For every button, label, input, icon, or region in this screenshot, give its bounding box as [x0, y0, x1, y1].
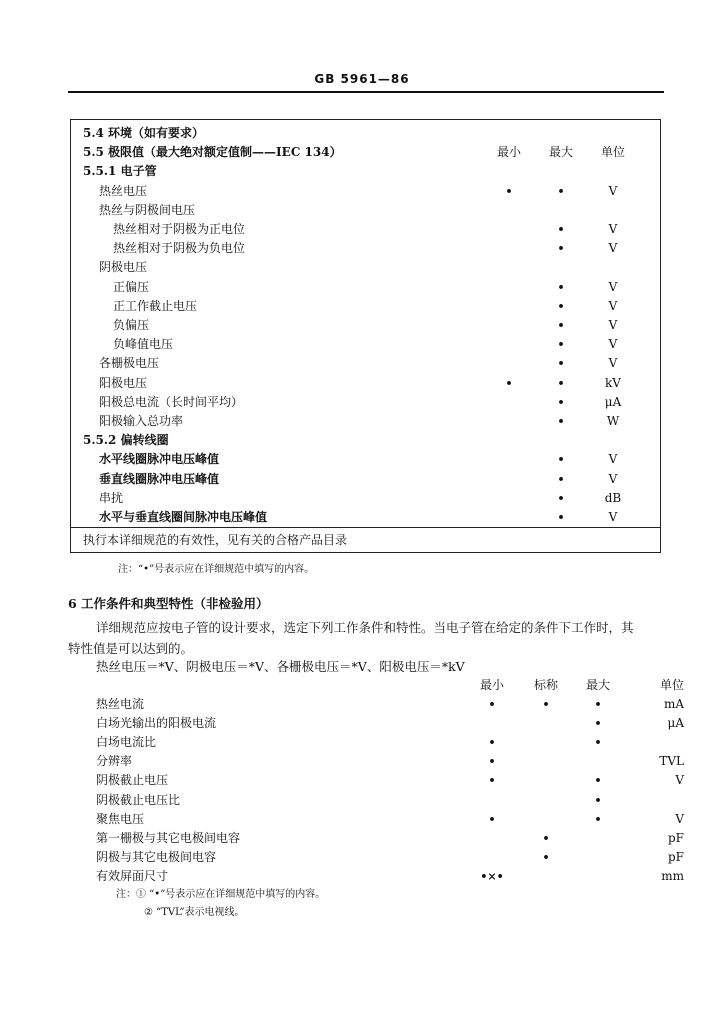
limits-max-cell: • [557, 376, 565, 390]
characteristics-row [96, 771, 696, 790]
limits-row-label: 串扰 [99, 490, 124, 505]
characteristics-row-label: 阴极与其它电极间电容 [96, 849, 217, 864]
limits-row-label: 5.5 极限值（最大绝对额定值制——IEC 134） [83, 145, 342, 160]
limits-unit-cell: μA [604, 394, 622, 409]
characteristics-min-cell: • [488, 698, 496, 711]
limits-max-cell: • [557, 453, 565, 467]
section-6-paragraph-1: 详细规范应按电子管的设计要求，选定下列工作条件和特性。当电子管在给定的条件下工作时，其 [96, 620, 634, 635]
limits-max-cell: • [557, 472, 565, 486]
characteristics-unit-cell: V [675, 773, 684, 788]
limits-max-cell: • [557, 491, 565, 505]
limits-max-cell: • [557, 184, 565, 198]
limits-row-label: 热丝与阴极间电压 [99, 202, 196, 217]
characteristics-row-label: 有效屏面尺寸 [96, 868, 169, 883]
limits-row-label: 热丝相对于阴极为正电位 [113, 222, 246, 236]
characteristics-nom-cell: • [542, 831, 550, 845]
characteristics-row-label: 分辨率 [96, 754, 133, 769]
limits-row [71, 297, 660, 316]
characteristics-unit-cell: V [675, 811, 684, 826]
characteristics-unit-cell: TVL [659, 754, 684, 769]
limits-row [71, 431, 660, 450]
limits-max-cell: • [557, 395, 565, 409]
limits-unit-cell: V [608, 356, 618, 371]
limits-row-label: 阳极电压 [99, 375, 148, 390]
limits-row [71, 335, 660, 354]
limits-unit-cell: dB [604, 490, 622, 505]
characteristics-max-cell: • [594, 717, 602, 731]
limits-row [71, 470, 660, 489]
characteristics-nom-cell: • [542, 698, 550, 711]
characteristics-max-cell: • [594, 774, 602, 788]
limits-unit-cell: V [608, 298, 618, 313]
box-footer-rule [71, 527, 660, 528]
characteristics-row [96, 829, 696, 848]
limits-table-box [70, 119, 661, 553]
limits-unit-cell: V [608, 318, 618, 332]
characteristics-column-header: 最大 [585, 678, 610, 692]
header-rule [68, 91, 664, 93]
limits-row-label: 热丝电压 [99, 183, 148, 198]
limits-row-label: 5.5.2 偏转线圈 [83, 433, 169, 448]
note-b: ② “TVL”表示电视线。 [144, 907, 245, 918]
limits-max-cell: • [557, 357, 565, 371]
note-a: 注：① “•”号表示应在详细规范中填写的内容。 [116, 889, 326, 900]
limits-row [71, 278, 660, 297]
limits-unit-cell: V [608, 241, 618, 256]
limits-row [71, 239, 660, 258]
characteristics-row-label: 白场电流比 [96, 735, 157, 750]
limits-unit-cell: V [608, 452, 618, 467]
characteristics-min-cell: • [488, 774, 496, 788]
limits-row [71, 450, 660, 469]
limits-max-cell: • [557, 338, 565, 352]
characteristics-min-cell: •×• [480, 869, 504, 883]
characteristics-unit-cell: pF [667, 849, 684, 864]
limits-row [71, 124, 660, 143]
limits-min-cell: • [505, 376, 513, 390]
limits-max-cell: • [557, 242, 565, 256]
characteristics-column-header: 单位 [659, 678, 684, 692]
limits-row [71, 374, 660, 393]
characteristics-row-label: 第一栅极与其它电极间电容 [96, 830, 241, 845]
characteristics-row [96, 867, 696, 886]
limits-row [71, 258, 660, 277]
characteristics-max-cell: • [594, 812, 602, 826]
limits-row [71, 489, 660, 508]
limits-unit-cell: V [608, 183, 618, 198]
section-6-paragraph-2: 特性值是可以达到的。 [68, 641, 194, 656]
limits-max-cell: • [557, 299, 565, 313]
limits-unit-cell: V [608, 222, 618, 236]
characteristics-row-label: 热丝电流 [96, 697, 145, 711]
limits-row [71, 182, 660, 201]
limits-row [71, 412, 660, 431]
limits-max-cell: • [557, 280, 565, 294]
limits-unit-cell: V [608, 337, 618, 352]
characteristics-row [96, 733, 696, 752]
characteristics-min-cell: • [488, 812, 496, 826]
limits-row [71, 316, 660, 335]
limits-row [71, 201, 660, 220]
limits-unit-cell: W [606, 414, 620, 428]
limits-row [71, 508, 660, 527]
limits-row-label: 阳极输入总功率 [99, 414, 184, 428]
characteristics-header-row [96, 676, 696, 695]
limits-unit-cell: kV [605, 375, 621, 390]
characteristics-nom-cell: • [542, 850, 550, 864]
box-footer-text: 执行本详细规范的有效性，见有关的合格产品目录 [83, 533, 348, 547]
limits-row-label: 5.5.1 电子管 [83, 164, 157, 179]
limits-column-header: 单位 [600, 145, 625, 160]
characteristics-table [96, 676, 696, 886]
characteristics-column-header: 最小 [479, 678, 504, 692]
limits-row-label: 负峰值电压 [113, 337, 174, 352]
limits-unit-cell: V [608, 471, 618, 486]
section-6-conditions: 热丝电压＝*V、阴极电压＝*V、各栅极电压＝*V、阳极电压＝*kV [96, 659, 465, 674]
section-6-title: 6 工作条件和典型特性（非检验用） [68, 596, 269, 611]
limits-max-cell: • [557, 319, 565, 332]
limits-unit-cell: V [608, 510, 618, 524]
limits-row-label: 正偏压 [113, 279, 150, 294]
limits-max-cell: • [557, 415, 565, 428]
limits-row-label: 垂直线圈脉冲电压峰值 [99, 471, 220, 486]
limits-unit-cell: V [608, 279, 618, 294]
characteristics-max-cell: • [594, 736, 602, 750]
limits-row [71, 143, 660, 162]
limits-row-label: 各栅极电压 [99, 356, 160, 371]
limits-min-cell: • [505, 184, 513, 198]
characteristics-row [96, 810, 696, 829]
characteristics-row [96, 848, 696, 867]
limits-row-label: 水平线圈脉冲电压峰值 [99, 452, 220, 467]
characteristics-row-label: 阴极截止电压 [96, 773, 169, 788]
characteristics-row [96, 695, 696, 714]
characteristics-row-label: 聚焦电压 [96, 811, 145, 826]
limits-row-label: 负偏压 [113, 318, 150, 332]
note-1: 注：“•”号表示应在详细规范中填写的内容。 [118, 564, 315, 575]
characteristics-unit-cell: μA [667, 716, 684, 731]
limits-max-cell: • [557, 223, 565, 236]
limits-row [71, 220, 660, 239]
limits-row-label: 5.4 环境（如有要求） [83, 126, 205, 140]
characteristics-row [96, 791, 696, 810]
characteristics-row [96, 714, 696, 733]
characteristics-unit-cell: mA [663, 697, 684, 711]
section-6-notes [116, 886, 325, 922]
characteristics-min-cell: • [488, 755, 496, 769]
limits-max-cell: • [557, 511, 565, 524]
limits-column-header: 最大 [548, 145, 573, 160]
limits-row-label: 正工作截止电压 [113, 298, 198, 313]
limits-column-header: 最小 [496, 145, 521, 160]
limits-row-label: 水平与垂直线圈间脉冲电压峰值 [99, 510, 268, 524]
limits-row [71, 393, 660, 412]
characteristics-min-cell: • [488, 736, 496, 750]
characteristics-row-label: 白场光输出的阳极电流 [96, 716, 217, 731]
limits-row [71, 162, 660, 181]
characteristics-unit-cell: mm [661, 868, 684, 883]
limits-row-label: 阴极电压 [99, 260, 148, 275]
limits-row-label: 阳极总电流（长时间平均） [99, 394, 244, 409]
characteristics-row-label: 阴极截止电压比 [96, 792, 181, 807]
standard-code: GB 5961—86 [314, 72, 410, 86]
characteristics-max-cell: • [594, 698, 602, 711]
characteristics-column-header: 标称 [533, 678, 558, 692]
limits-row-label: 热丝相对于阴极为负电位 [113, 241, 246, 256]
characteristics-unit-cell: pF [667, 830, 684, 845]
characteristics-row [96, 752, 696, 771]
characteristics-max-cell: • [594, 793, 602, 807]
limits-row [71, 354, 660, 373]
